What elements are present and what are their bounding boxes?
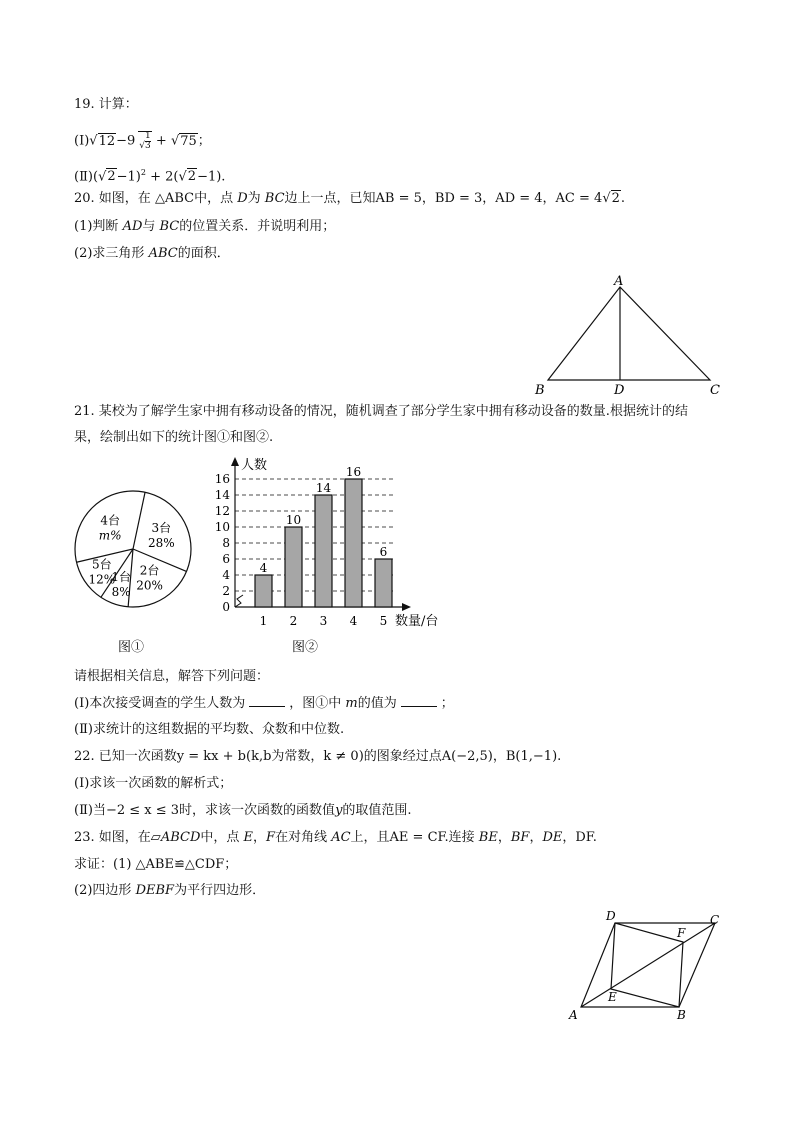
axis-break-mark (235, 595, 243, 607)
x-tick-label: 3 (319, 614, 328, 628)
pie-slice-label: 3台 (151, 521, 172, 536)
pie-slice-label: 4台 (100, 513, 120, 528)
y-tick-label: 10 (214, 520, 230, 534)
y-tick-label: 0 (222, 600, 230, 614)
x-axis-label: 数量/台 (395, 614, 439, 629)
label-d: D (606, 909, 616, 923)
q20-stem: 20. 如图，在 △ABC中，点 D为 BC边上一点，已知AB = 5，BD = 3，AD = 4，AC = 4√2. (74, 191, 626, 206)
q22-stem: 22. 已知一次函数y = kx + b(k,b为常数，k ≠ 0)的图象经过点A(−2,5)，B(1,−1). (74, 749, 562, 764)
q19-part2: $(Ⅱ)(√2-1)^2 + 2(√2-1)$. (74, 168, 226, 185)
bar-value-label: 10 (285, 513, 302, 527)
x-axis-arrow (402, 603, 411, 611)
pie-slice-percent: 20% (136, 578, 163, 593)
q23-part2: (2)四边形 DEBF为平行四边形． (74, 883, 266, 898)
pie-slice-label: 2台 (139, 563, 160, 578)
y-tick-label: 2 (222, 584, 230, 598)
pie-caption: 图① (118, 640, 145, 655)
label-c: C (710, 913, 720, 927)
bar-chart (205, 455, 455, 635)
bar-value-label: 16 (345, 465, 362, 479)
q21-intro: 请根据相关信息，解答下列问题： (74, 669, 270, 684)
q23-parallelogram-figure (565, 905, 730, 1025)
bar (375, 559, 392, 607)
q19-stem: 19. 计算： (74, 97, 138, 112)
y-tick-label: 8 (222, 536, 230, 550)
label-a: A (569, 1008, 578, 1022)
x-tick-label: 4 (349, 614, 358, 628)
q22-part1: (Ⅰ)求该一次函数的解析式； (74, 776, 233, 791)
label-b: B (677, 1008, 686, 1022)
pie-slice-percent: 8% (111, 584, 131, 599)
label-f: F (677, 926, 686, 940)
pie-chart (70, 486, 196, 612)
bar-value-label: 14 (315, 481, 332, 495)
y-tick-label: 12 (214, 504, 230, 518)
label-d: D (614, 383, 625, 398)
triangle-abc (548, 287, 710, 380)
q20-triangle-figure (530, 272, 730, 400)
bar (285, 527, 302, 607)
q21-line2: 果，绘制出如下的统计图①和图②. (74, 430, 274, 445)
answer-blank-2[interactable] (401, 694, 437, 707)
q21-line1: 21. 某校为了解学生家中拥有移动设备的情况，随机调查了部分学生家中拥有移动设备的数量.根据统计的结 (74, 404, 688, 419)
x-tick-label: 1 (259, 614, 268, 628)
bar (255, 575, 272, 607)
diagonal-ac (581, 923, 715, 1007)
bar-value-label: 6 (379, 545, 388, 559)
pie-slice-percent: m% (98, 528, 122, 543)
x-tick-label: 2 (289, 614, 298, 628)
bar (315, 495, 332, 607)
pie-slice-percent: 12% (88, 572, 116, 587)
q23-stem: 23. 如图，在▱ABCD中，点 E，F在对角线 AC上，且AE = CF.连接 BE，BF，DE，DF. (74, 830, 597, 845)
q20-part1: (1)判断 AD与 BC的位置关系．并说明利用； (74, 219, 336, 234)
label-e: E (608, 990, 617, 1004)
y-tick-label: 4 (222, 568, 230, 582)
q20-part2: (2)求三角形 ABC的面积． (74, 246, 230, 261)
q22-part2: (Ⅱ)当−2 ≤ x ≤ 3时，求该一次函数的函数值y的取值范围. (74, 803, 412, 818)
label-a: A (614, 274, 624, 289)
label-c: C (710, 383, 720, 398)
q21-part2: (Ⅱ)求统计的这组数据的平均数、众数和中位数. (74, 722, 345, 737)
pie-slice-label: 1台 (111, 569, 131, 584)
pie-slice-label: 5台 (91, 557, 112, 572)
y-axis-arrow (231, 457, 239, 466)
y-axis-label: 人数 (241, 458, 268, 473)
y-tick-label: 6 (222, 552, 230, 566)
bar (345, 479, 362, 607)
q21-part1: (Ⅰ)本次接受调查的学生人数为 ，图①中 m的值为 ； (74, 696, 454, 711)
y-tick-label: 16 (214, 472, 230, 486)
answer-blank-1[interactable] (249, 694, 285, 707)
bar-caption: 图② (292, 640, 319, 655)
bar-value-label: 4 (259, 561, 268, 575)
q23-part1: 求证：(1) △ABE≌△CDF； (74, 857, 238, 872)
q19-part1: (Ⅰ)√12−9 √ $\frac{1}{3}$ + √75； (74, 131, 211, 151)
x-tick-label: 5 (379, 614, 388, 628)
pie-slice-percent: 28% (148, 536, 175, 551)
y-tick-label: 14 (214, 488, 230, 502)
label-b: B (535, 383, 545, 398)
